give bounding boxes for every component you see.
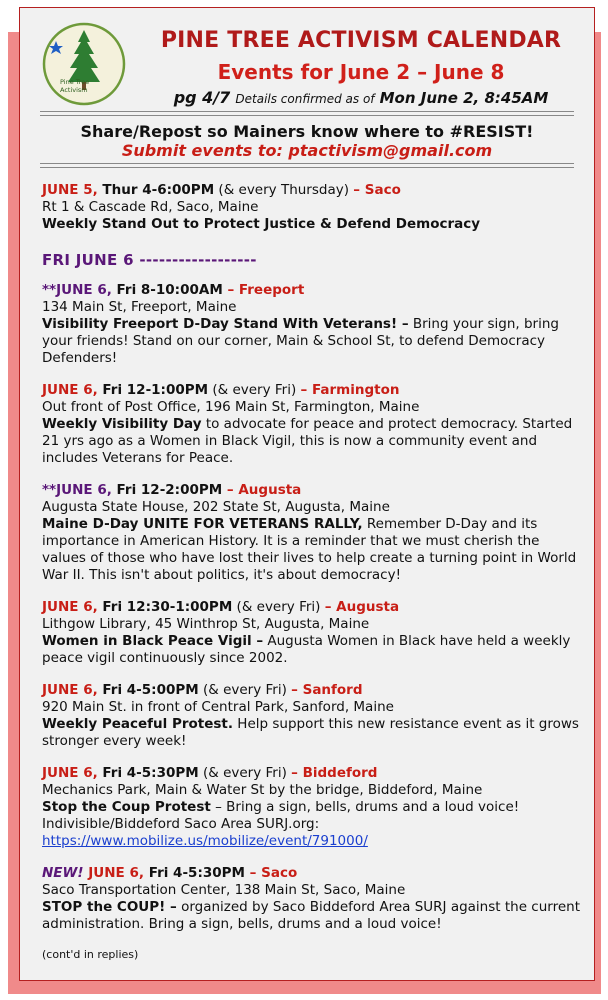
event-item	[42, 599, 584, 667]
event-desc: Augusta Women in Black have held a weekly peace vigil continuously since 2002.	[42, 633, 571, 666]
continued-note: (cont'd in replies)	[42, 948, 139, 961]
event-address: 920 Main St. in front of Central Park, Sanford, Maine	[42, 699, 394, 715]
event-name: Stop the Coup Protest	[42, 799, 211, 815]
event-city-sep: –	[226, 482, 239, 498]
event-description	[42, 416, 584, 467]
event-time: Fri 4-5:00PM	[97, 682, 199, 698]
event-date: JUNE 6,	[42, 682, 98, 698]
event-address: Out front of Post Office, 196 Main St, Farmington, Maine	[42, 399, 420, 415]
event-description	[42, 716, 584, 750]
svg-text:Pine Tree: Pine Tree	[60, 78, 90, 86]
event-heading	[42, 482, 584, 499]
event-city-sep: –	[227, 282, 239, 298]
event-recurrence: (& every Fri)	[232, 599, 325, 615]
event-name: Women in Black Peace Vigil –	[42, 633, 264, 649]
event-name: Weekly Peaceful Protest.	[42, 716, 234, 732]
event-time: Fri 4-5:30PM	[97, 765, 199, 781]
event-address: 134 Main St, Freeport, Maine	[42, 299, 237, 315]
event-city-sep: –	[324, 599, 337, 615]
event-time: Fri 12-1:00PM	[97, 382, 209, 398]
event-desc: Remember D-Day and its importance in American History. It is a reminder that we must cherish the values of those who have lost their lives to help create a turning point in World War II. This isn't about politics, it's about democracy!	[42, 516, 577, 583]
event-list	[42, 182, 584, 963]
event-city: Saco	[364, 182, 401, 198]
event-heading	[42, 599, 584, 616]
event-time: Fri 12-2:00PM	[111, 482, 227, 498]
event-address: Saco Transportation Center, 138 Main St, Saco, Maine	[42, 882, 406, 898]
day-header: FRI JUNE 6 ------------------	[42, 251, 257, 269]
svg-text:Activism: Activism	[60, 86, 88, 94]
event-item	[42, 182, 584, 233]
event-desc: – Bring a sign, bells, drums and a loud voice!	[210, 799, 520, 815]
event-time: Thur 4-6:00PM	[97, 182, 215, 198]
event-link[interactable]: https://www.mobilize.us/mobilize/event/791000/	[42, 833, 368, 849]
event-description	[42, 899, 584, 933]
event-item	[42, 682, 584, 750]
event-name: STOP the COUP! –	[42, 899, 177, 915]
event-description	[42, 316, 584, 367]
event-date: JUNE 6,	[42, 599, 98, 615]
event-city: Sanford	[302, 682, 363, 698]
event-city: Freeport	[238, 282, 305, 298]
event-item	[42, 865, 584, 933]
calendar-title: PINE TREE ACTIVISM CALENDAR	[160, 28, 562, 53]
event-extra: Indivisible/Biddeford Saco Area SURJ.org:	[42, 816, 320, 832]
event-description	[42, 799, 584, 816]
event-time: Fri 4-5:30PM	[144, 865, 250, 881]
event-recurrence: (& every Fri)	[198, 765, 292, 781]
event-description	[42, 633, 584, 667]
event-city: Biddeford	[302, 765, 378, 781]
event-city-sep: –	[249, 865, 262, 881]
event-address: Lithgow Library, 45 Winthrop St, Augusta, Maine	[42, 616, 370, 632]
event-city: Farmington	[311, 382, 400, 398]
event-item	[42, 765, 584, 850]
event-date: JUNE 5,	[42, 182, 98, 198]
event-date: **JUNE 6,	[42, 282, 112, 298]
event-heading	[42, 682, 584, 699]
event-city-sep: –	[291, 682, 303, 698]
event-name: Visibility Freeport D-Day Stand With Veterans! –	[42, 316, 409, 332]
new-badge: NEW!	[42, 865, 84, 881]
event-recurrence: (& every Fri)	[198, 682, 292, 698]
event-time: Fri 12:30-1:00PM	[97, 599, 233, 615]
event-time: Fri 8-10:00AM	[111, 282, 228, 298]
event-name: Weekly Stand Out to Protect Justice & Defend Democracy	[42, 216, 481, 232]
event-recurrence: (& every Thursday)	[214, 182, 354, 198]
event-name: Weekly Visibility Day	[42, 416, 202, 432]
details-label: Details confirmed as of	[235, 92, 375, 106]
event-heading	[42, 182, 584, 199]
events-date-range: Events for June 2 – June 8	[217, 60, 505, 84]
event-desc: Help support this new resistance event as it grows stronger every week!	[42, 716, 579, 749]
divider-bottom	[40, 163, 574, 168]
event-city-sep: –	[291, 765, 303, 781]
event-address: Mechanics Park, Main & Water St by the bridge, Biddeford, Maine	[42, 782, 483, 798]
event-desc: Bring your sign, bring your friends! Stand on our corner, Main & School St, to defend Democracy Defenders!	[42, 316, 559, 366]
share-line: Share/Repost so Mainers know where to #RESIST!	[80, 122, 534, 141]
divider-top	[40, 111, 574, 116]
event-city-sep: –	[353, 182, 365, 198]
calendar-card	[19, 7, 595, 981]
event-city: Saco	[261, 865, 298, 881]
page-line	[132, 88, 590, 107]
event-heading	[42, 382, 584, 399]
pine-tree-logo-icon	[42, 22, 126, 106]
event-city-sep: –	[300, 382, 312, 398]
event-date: JUNE 6,	[42, 382, 98, 398]
event-city: Augusta	[238, 482, 302, 498]
event-recurrence: (& every Fri)	[208, 382, 301, 398]
header	[20, 8, 594, 118]
event-desc: organized by Saco Biddeford Area SURJ against the current administration. Bring a sign, bells, drums and a loud voice!	[42, 899, 581, 932]
event-address: Augusta State House, 202 State St, Augusta, Maine	[42, 499, 390, 515]
event-heading	[42, 765, 584, 782]
event-address: Rt 1 & Cascade Rd, Saco, Maine	[42, 199, 259, 215]
event-date: JUNE 6,	[42, 765, 98, 781]
page-number: pg 4/7	[173, 88, 231, 107]
submit-line: Submit events to: ptactivism@gmail.com	[121, 141, 493, 160]
event-heading	[42, 865, 584, 882]
event-date: JUNE 6,	[83, 865, 145, 881]
event-item	[42, 282, 584, 367]
event-name: Maine D-Day UNITE FOR VETERANS RALLY,	[42, 516, 363, 532]
event-item	[42, 482, 584, 584]
event-description	[42, 516, 584, 584]
event-item	[42, 382, 584, 467]
event-desc: to advocate for peace and protect democracy. Started 21 yrs ago as a Women in Black Vigil, this is now a community event and includes Veterans for Peace.	[42, 416, 573, 466]
event-date: **JUNE 6,	[42, 482, 112, 498]
confirmed-time: Mon June 2, 8:45AM	[379, 89, 549, 107]
event-city: Augusta	[336, 599, 400, 615]
event-heading	[42, 282, 584, 299]
